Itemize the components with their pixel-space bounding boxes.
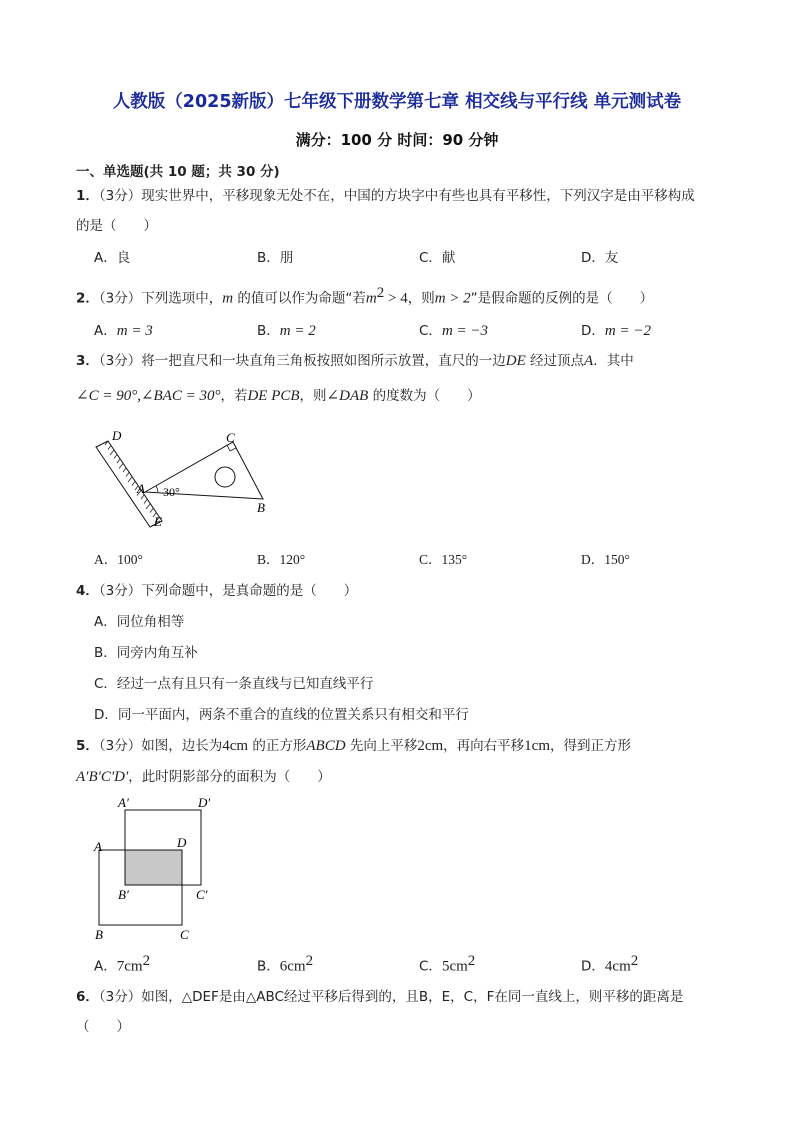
question-score: （3分）	[98, 738, 142, 754]
q1-option-b: B．朋	[257, 250, 294, 266]
label-b-prime: B′	[118, 887, 129, 902]
question-text-part: 如图，边长为	[141, 738, 223, 754]
question-text-part: 的度数为（ ）	[368, 388, 481, 404]
q3-option-a: A．100°	[94, 552, 143, 567]
math-expr: 1cm	[524, 738, 550, 754]
shaded-region	[125, 850, 182, 885]
question-text: 如图，△DEF是由△ABC经过平移后得到的，且B，E，C，F在同一直线上，则平移的距离是	[141, 989, 684, 1005]
question-3	[76, 352, 634, 370]
question-text-part: 的值可以作为命题“若	[233, 290, 366, 307]
question-1-line2: 的是（ ）	[76, 218, 157, 234]
label-c: C	[180, 927, 189, 942]
math-expr: ∠C = 90°,∠BAC = 30°	[76, 388, 221, 404]
label-a-prime: A′	[118, 795, 129, 810]
question-number: 6．	[76, 989, 99, 1005]
question-text-part: 将一把直尺和一块直角三角板按照如图所示放置，直尺的一边	[141, 353, 506, 369]
question-score: （3分）	[98, 353, 142, 369]
q5-option-c: C．$5cm^2$	[419, 953, 476, 975]
question-text-part: 的正方形	[248, 738, 307, 754]
math-expr: A′B′C′D′	[76, 769, 129, 785]
question-number: 1．	[76, 188, 99, 204]
q4-option-a: A．同位角相等	[94, 614, 185, 630]
math-expr: 2cm	[417, 738, 444, 754]
section-heading: 一、单选题(共 10 题；共 30 分)	[76, 164, 280, 180]
math-expr: A	[584, 353, 594, 369]
label-angle: 30°	[163, 485, 180, 499]
math-expr: DE PCB	[247, 388, 300, 404]
label-c: C	[226, 430, 235, 445]
q5-option-a: A．$7cm^2$	[94, 953, 151, 975]
q4-option-b: B．同旁内角互补	[94, 645, 198, 661]
question-text-part: ”是假命题的反例的是（ ）	[470, 290, 654, 307]
question-number: 5．	[76, 738, 99, 754]
q1-option-c: C．献	[419, 250, 456, 266]
q2-option-c: C．m = −3	[419, 323, 489, 339]
label-a: A	[94, 839, 102, 854]
question-text-part: ，则	[299, 388, 327, 404]
question-score: （3分）	[98, 989, 142, 1005]
math-expr: 4cm	[222, 738, 249, 754]
q2-option-a: A．m = 3	[94, 323, 153, 339]
math-expr: m	[365, 290, 377, 307]
q3-option-c: C．135°	[419, 552, 468, 567]
question-3-line2	[76, 387, 481, 405]
question-text-part: ，得到正方形	[550, 738, 631, 754]
question-score: （3分）	[98, 583, 142, 599]
question-text-part: ，若	[220, 388, 248, 404]
q1-option-d: D．友	[581, 250, 619, 266]
label-c-prime: C′	[196, 887, 208, 902]
math-expr: ∠DAB	[326, 388, 369, 404]
q3-option-b: B．120°	[257, 552, 306, 567]
question-number: 3．	[76, 353, 99, 369]
math-expr: m > 2	[434, 290, 471, 307]
question-text-part: 下列选项中，	[141, 290, 223, 307]
label-b: B	[257, 500, 265, 515]
label-b: B	[95, 927, 103, 942]
math-expr: ABCD	[306, 738, 346, 754]
label-d: D	[177, 835, 187, 850]
label-d-prime: D′	[198, 795, 211, 810]
question-number: 2．	[76, 290, 99, 307]
question-text-part: ，则	[407, 290, 435, 307]
question-number: 4．	[76, 583, 99, 599]
question-text-part: ．其中	[593, 353, 634, 369]
label-e: E	[154, 514, 162, 529]
q3-ruler-triangle-figure	[90, 425, 280, 535]
question-score: （3分）	[98, 188, 142, 204]
q5-option-b: B．$6cm^2$	[257, 953, 314, 975]
question-text-part: ，再向右平移	[443, 738, 525, 754]
q2-option-b: B．m = 2	[257, 323, 316, 339]
question-1	[76, 187, 695, 205]
exam-title: 人教版（2025新版）七年级下册数学第七章 相交线与平行线 单元测试卷	[112, 92, 682, 112]
q5-option-d: D．$4cm^2$	[581, 953, 639, 975]
math-expr: DE	[505, 353, 526, 369]
label-a: A	[137, 481, 145, 496]
exam-subtitle: 满分：100 分 时间：90 分钟	[295, 131, 499, 149]
question-2	[76, 284, 653, 308]
question-text-part: 先向上平移	[345, 738, 418, 754]
ruler	[96, 441, 162, 527]
math-expr: > 4	[384, 290, 408, 307]
q4-option-d: D．同一平面内，两条不重合的直线的位置关系只有相交和平行	[94, 707, 469, 723]
question-5-line2	[76, 768, 331, 786]
question-score: （3分）	[98, 290, 142, 307]
question-4	[76, 582, 357, 600]
question-text-part: ，此时阴影部分的面积为（ ）	[128, 769, 331, 785]
question-6	[76, 988, 683, 1006]
q5-squares-figure	[90, 793, 225, 943]
math-var: m	[222, 290, 234, 307]
question-6-line2: （ ）	[76, 1019, 130, 1035]
q1-option-a: A．良	[94, 250, 131, 266]
label-d: D	[112, 428, 122, 443]
question-text: 现实世界中，平移现象无处不在，中国的方块字中有些也具有平移性，下列汉字是由平移构成	[141, 188, 695, 204]
question-text-part: 经过顶点	[525, 353, 585, 369]
math-exponent: 2	[376, 285, 385, 301]
question-5	[76, 737, 631, 755]
q3-option-d: D．150°	[581, 552, 630, 567]
q4-option-c: C．经过一点有且只有一条直线与已知直线平行	[94, 676, 374, 692]
q2-option-d: D．m = −2	[581, 323, 651, 339]
question-text: 下列命题中，是真命题的是（ ）	[141, 583, 358, 599]
